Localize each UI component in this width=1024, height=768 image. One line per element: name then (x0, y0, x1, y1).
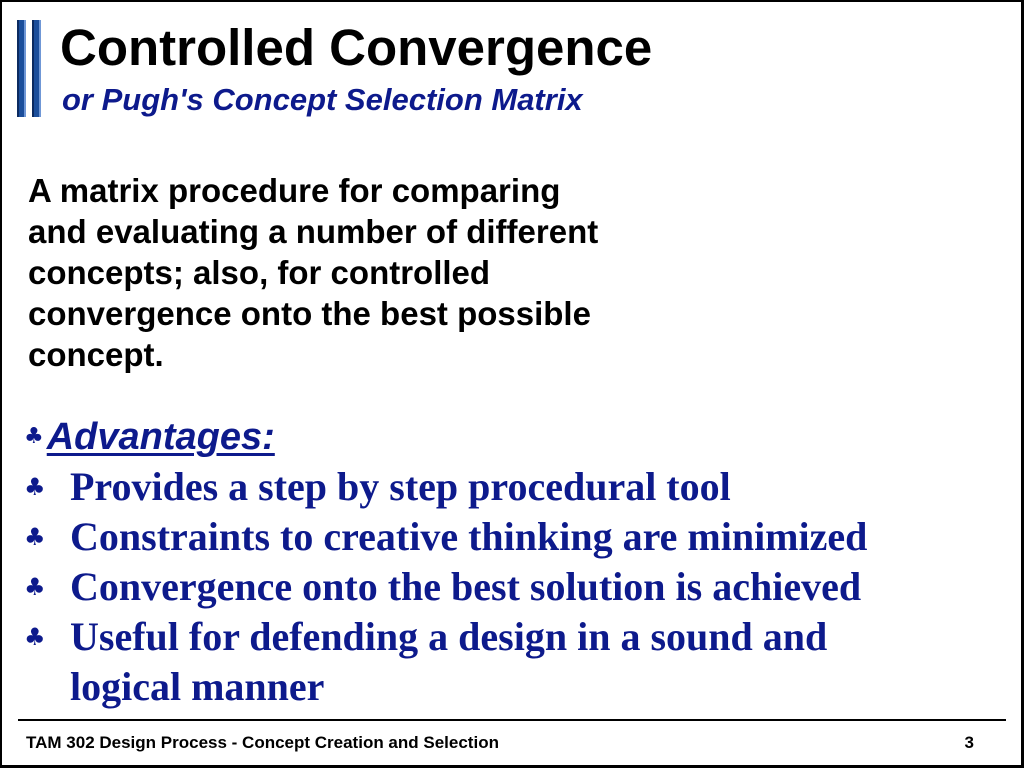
title-accent-bar-right (32, 20, 41, 117)
list-item-text: Provides a step by step procedural tool (70, 464, 731, 509)
advantages-list (24, 462, 1004, 712)
list-item (24, 462, 1004, 512)
intro-line: A matrix procedure for comparing (28, 172, 561, 209)
list-item (24, 612, 1004, 712)
list-item-text: Useful for defending a design in a sound and (70, 614, 828, 659)
advantages-heading (24, 414, 275, 460)
club-icon: ♣ (24, 623, 46, 651)
list-item (24, 512, 1004, 562)
footer-course-title: TAM 302 Design Process - Concept Creation and Selection (26, 733, 499, 752)
list-item-text: Constraints to creative thinking are minimized (70, 514, 868, 559)
club-icon: ♣ (24, 473, 46, 501)
list-item (24, 562, 1004, 612)
advantages-label: Advantages: (46, 416, 275, 458)
footer-divider (18, 719, 1006, 721)
list-item-continuation: logical manner (70, 664, 325, 709)
intro-paragraph (28, 170, 728, 375)
club-icon: ♣ (24, 424, 44, 449)
title-accent-bar-left (17, 20, 26, 117)
club-icon: ♣ (24, 573, 46, 601)
slide-title: Controlled Convergence (60, 19, 653, 76)
intro-line: concept. (28, 336, 164, 373)
intro-line: and evaluating a number of different (28, 213, 599, 250)
slide-subtitle: or Pugh's Concept Selection Matrix (62, 82, 583, 117)
intro-line: concepts; also, for controlled (28, 254, 491, 291)
list-item-text: Convergence onto the best solution is achieved (70, 564, 862, 609)
intro-line: convergence onto the best possible (28, 295, 591, 332)
club-icon: ♣ (24, 523, 46, 551)
page-number: 3 (964, 733, 974, 752)
